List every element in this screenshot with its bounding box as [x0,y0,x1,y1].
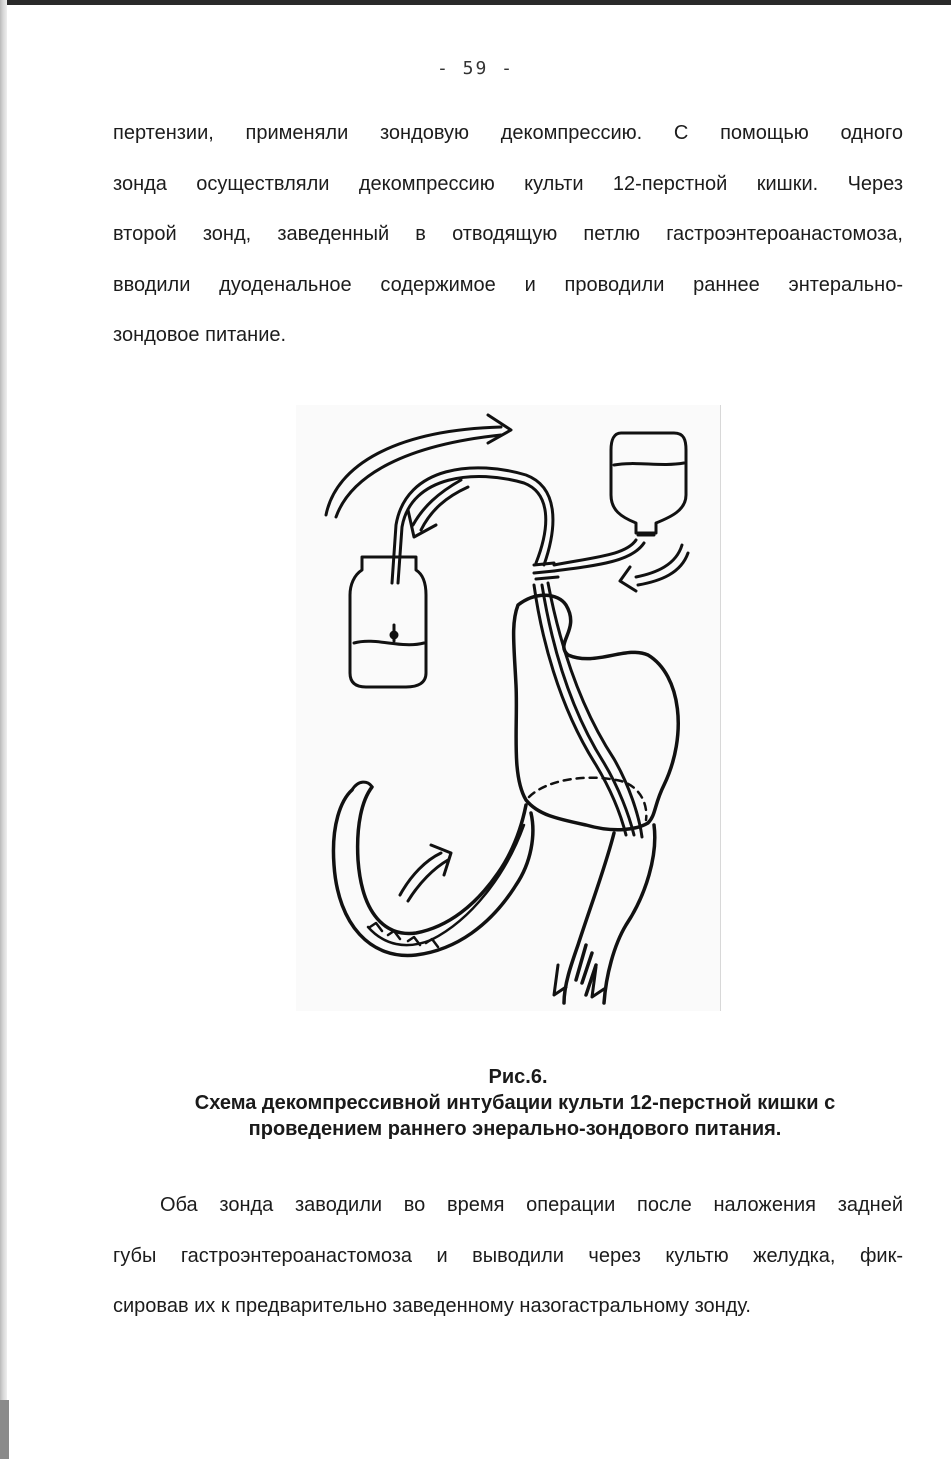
stomach-outline [514,595,679,830]
text-line: сировав их к предварительно заведенному назогастральному зонду. [113,1295,751,1317]
text-line: второй зонд, заведенный в отводящую петлю гастроэнтероанастомоза, [113,223,903,245]
text-line: зондовое питание. [113,324,287,346]
caption-line: проведением раннего энерально-зондового питания. [248,1118,782,1140]
arrow-inner-icon [408,480,468,537]
figure-caption [80,1064,950,1142]
text-line: губы гастроэнтероанастомоза и выводили через культю желудка, фик- [113,1244,903,1267]
scan-border-top [0,0,951,5]
figure-title: Рис.6. [488,1066,548,1088]
caption-line: Схема декомпрессивной интубации культи 12-перстной кишки с [194,1092,836,1114]
infusion-bottle-icon [611,433,686,535]
paragraph-bottom [113,1180,903,1332]
text-line: зонда осуществляли декомпрессию культи 12-перстной кишки. Через [113,172,903,195]
arrow-right-icon [620,545,688,591]
arrow-loop-icon [400,845,451,901]
page-number: - 59 - [436,58,515,79]
text-line: Оба зонда заводили во время операции после наложения задней [160,1194,903,1216]
arrow-top-icon [326,415,511,517]
collection-jar-icon [350,557,426,687]
paragraph-top [113,108,903,361]
figure-illustration [296,405,721,1011]
efferent-loop [564,825,655,1003]
tube-inner [534,583,642,837]
scan-corner-shadow [0,1400,9,1459]
text-line: пертензии, применяли зондовую декомпрессию. С помощью одного [113,122,903,144]
text-line: вводили дуоденальное содержимое и проводили раннее энтерально- [113,273,903,296]
scan-border-left [0,0,7,1459]
